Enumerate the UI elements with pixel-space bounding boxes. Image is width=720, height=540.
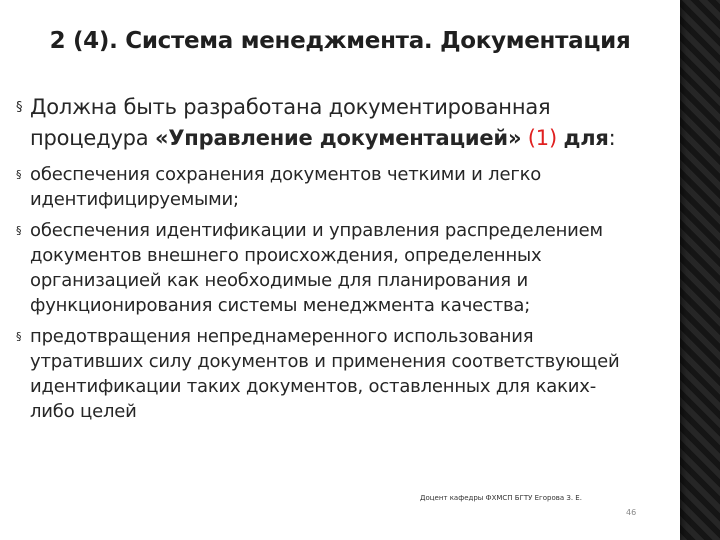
main-bullet	[16, 92, 676, 154]
main-bullet-suffix: для	[563, 126, 609, 150]
sub-bullet-line: документов внешнего происхождения, определенных	[30, 245, 542, 266]
bullet-marker-icon: §	[16, 224, 22, 237]
sub-bullet-line: организацией как необходимые для планирования и	[30, 270, 528, 291]
page-number: 46	[626, 508, 637, 517]
bullet-marker-icon: §	[16, 330, 22, 343]
sub-bullet-3	[16, 324, 676, 424]
bullet-marker-icon: §	[16, 168, 22, 181]
sub-bullet-line: идентифицируемыми;	[30, 189, 239, 210]
sub-bullet-line: либо целей	[30, 401, 137, 422]
sub-bullet-line: утративших силу документов и применения соответствующей	[30, 351, 620, 372]
bullet-marker-icon: §	[16, 100, 23, 115]
slide-title: 2 (4). Система менеджмента. Документация	[49, 28, 631, 54]
sub-bullet-line: предотвращения непреднамеренного использования	[30, 326, 534, 347]
reference-number: (1)	[527, 126, 557, 150]
sub-bullet-2	[16, 218, 676, 318]
main-bullet-line1: Должна быть разработана документированная	[30, 95, 551, 119]
main-bullet-colon: :	[608, 126, 616, 150]
slide-content	[16, 92, 676, 430]
sub-bullet-line: обеспечения сохранения документов четкими и легко	[30, 164, 542, 185]
sub-bullet-line: функционирования системы менеджмента качества;	[30, 295, 531, 316]
sub-bullet-line: обеспечения идентификации и управления распределением	[30, 220, 603, 241]
sub-bullet-line: идентификации таких документов, оставленных для каких-	[30, 376, 596, 397]
footer-author: Доцент кафедры ФХМСП БГТУ Егорова З. Е.	[420, 494, 582, 502]
sub-bullet-1	[16, 162, 676, 212]
procedure-name: «Управление документацией»	[154, 126, 522, 150]
main-bullet-line2-prefix: процедура	[30, 126, 155, 150]
